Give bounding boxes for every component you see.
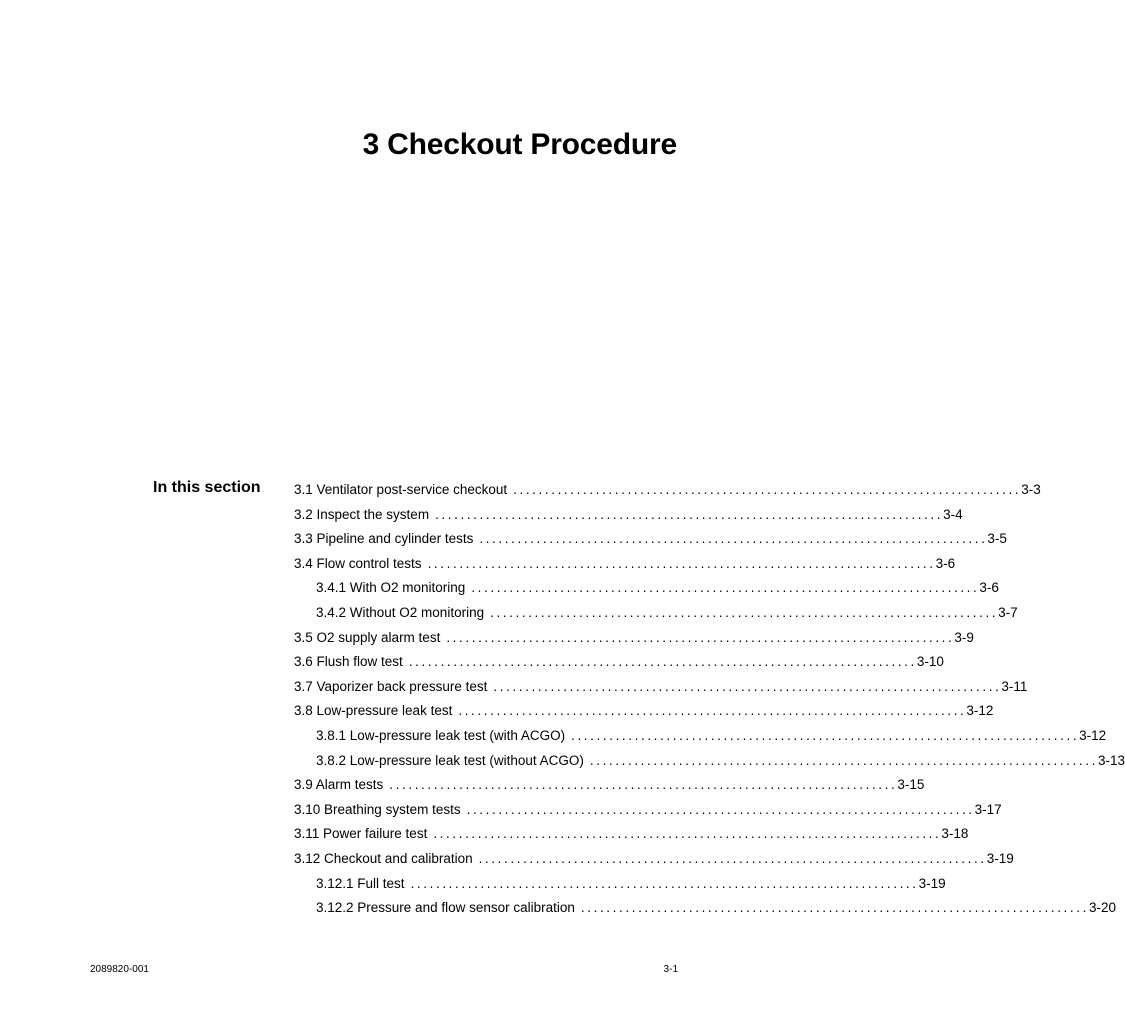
toc-dot-leader: ................................................................................ [478, 850, 987, 866]
toc-entry[interactable] [294, 626, 974, 651]
toc-dot-leader: ................................................................................ [490, 604, 999, 620]
toc-entry-page: 3-13 [1097, 752, 1125, 768]
toc-entry-title: 3.5 O2 supply alarm test [294, 629, 441, 645]
toc-entry[interactable] [294, 478, 1041, 503]
toc-entry-title: 3.4.1 With O2 monitoring [316, 580, 466, 596]
toc-entry[interactable] [294, 552, 956, 577]
footer-page-number: 3-1 [663, 964, 678, 975]
toc-entry-title: 3.12.2 Pressure and flow sensor calibration [316, 900, 575, 916]
toc-entry-page: 3-3 [1021, 482, 1041, 497]
toc-entry[interactable] [294, 749, 1125, 774]
toc-dot-leader: ................................................................................ [493, 678, 1002, 694]
toc-dot-leader: ................................................................................ [571, 727, 1080, 743]
toc-entry-page: 3-5 [987, 531, 1007, 547]
toc-dot-leader: ................................................................................ [513, 482, 1022, 497]
toc-entry-page: 3-4 [943, 506, 963, 522]
toc-dot-leader: ................................................................................ [389, 777, 898, 793]
toc-entry-title: 3.8.1 Low-pressure leak test (with ACGO) [316, 727, 566, 743]
toc-dot-leader: ................................................................................ [471, 580, 980, 596]
toc-dot-leader: ................................................................................ [589, 752, 1098, 768]
toc-dot-leader: ................................................................................ [410, 875, 919, 891]
toc-entry-title: 3.3 Pipeline and cylinder tests [294, 531, 474, 547]
toc-dot-leader: ................................................................................ [427, 555, 936, 571]
toc-entry[interactable] [294, 503, 963, 528]
toc-entry-title: 3.1 Ventilator post-service checkout [294, 482, 508, 497]
toc-entry-title: 3.4.2 Without O2 monitoring [316, 604, 485, 620]
toc-entry[interactable] [294, 872, 946, 897]
toc-entry-page: 3-6 [935, 555, 956, 571]
toc-entry-title: 3.8.2 Low-pressure leak test (without ACGO) [316, 752, 584, 768]
toc-entry[interactable] [294, 675, 1028, 700]
toc-entry[interactable] [294, 576, 999, 601]
toc-entry-page: 3-10 [916, 654, 944, 670]
toc-entry-title: 3.9 Alarm tests [294, 777, 384, 793]
toc-entry[interactable] [294, 896, 1116, 921]
toc-entry[interactable] [294, 527, 1007, 552]
toc-entry-title: 3.7 Vaporizer back pressure test [294, 678, 488, 694]
toc-entry-title: 3.4 Flow control tests [294, 555, 422, 571]
toc-dot-leader: ................................................................................ [435, 506, 944, 522]
toc-dot-leader: ................................................................................ [446, 629, 955, 645]
toc-entry-title: 3.2 Inspect the system [294, 506, 430, 522]
toc-entry-page: 3-7 [998, 604, 1018, 620]
toc-entry[interactable] [294, 798, 1002, 823]
toc-dot-leader: ................................................................................ [466, 801, 975, 817]
toc-entry-page: 3-19 [918, 875, 946, 891]
toc-entry[interactable] [294, 773, 925, 798]
toc-dot-leader: ................................................................................ [433, 826, 942, 842]
toc-entry[interactable] [294, 650, 944, 675]
toc-entry-page: 3-18 [941, 826, 969, 842]
toc-entry-page: 3-6 [979, 580, 999, 596]
toc-entry-title: 3.11 Power failure test [294, 826, 428, 842]
toc-entry-page: 3-15 [897, 777, 925, 793]
toc-entry-title: 3.6 Flush flow test [294, 654, 403, 670]
toc-dot-leader: ................................................................................ [458, 703, 967, 719]
toc-entry-title: 3.12 Checkout and calibration [294, 850, 473, 866]
toc-entry[interactable] [294, 699, 994, 724]
toc-entry-title: 3.8 Low-pressure leak test [294, 703, 453, 719]
toc-entry[interactable] [294, 724, 1107, 749]
toc-entry-page: 3-19 [986, 850, 1014, 866]
toc-entry[interactable] [294, 822, 969, 847]
toc-entry[interactable] [294, 847, 1014, 872]
toc-dot-leader: ................................................................................ [580, 900, 1089, 916]
toc-dot-leader: ................................................................................ [479, 531, 988, 547]
toc-entry-title: 3.10 Breathing system tests [294, 801, 461, 817]
section-label: In this section [153, 479, 261, 496]
toc-entry-page: 3-12 [1079, 727, 1107, 743]
table-of-contents [294, 478, 1125, 921]
toc-entry-page: 3-9 [954, 629, 974, 645]
toc-entry-page: 3-17 [974, 801, 1002, 817]
toc-entry-page: 3-12 [966, 703, 994, 719]
toc-entry-page: 3-20 [1088, 900, 1116, 916]
toc-entry[interactable] [294, 601, 1018, 626]
toc-dot-leader: ................................................................................ [408, 654, 917, 670]
toc-entry-page: 3-11 [1001, 678, 1028, 694]
footer-doc-number: 2089820-001 [90, 964, 149, 975]
page-title: 3 Checkout Procedure [362, 128, 677, 161]
toc-entry-title: 3.12.1 Full test [316, 875, 405, 891]
